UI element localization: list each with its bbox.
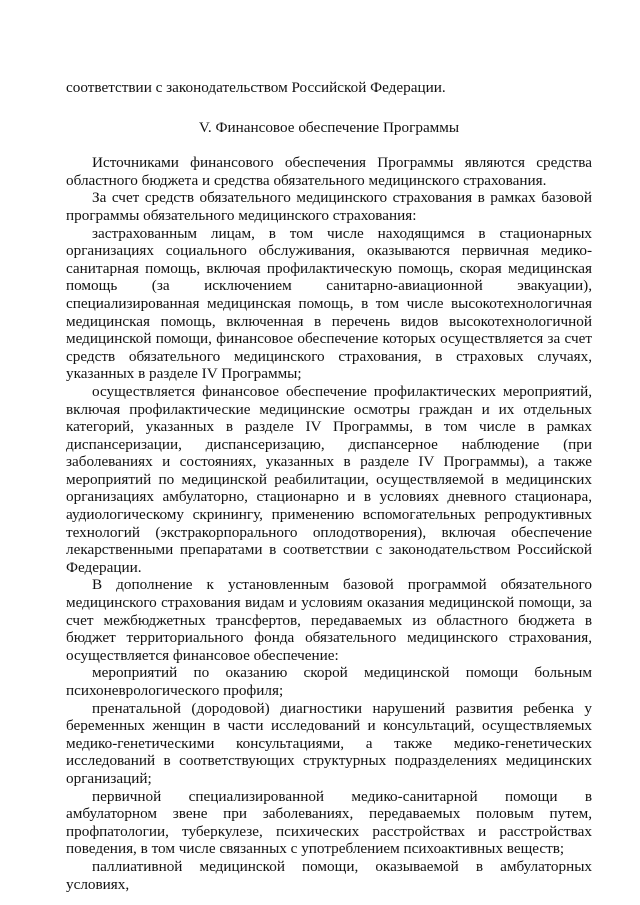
paragraph-5: В дополнение к установленным базовой программой обязательного медицинского страхования видам и условиям оказания медицинской помощи, за счет межбюджетных трансфертов, передаваемых из областного бюджета в бюджет территориального фонда обязательного медицинского страхования, осуществляется финансовое обеспечение: bbox=[66, 576, 592, 664]
continuation-line: соответствии с законодательством Российской Федерации. bbox=[66, 79, 446, 96]
paragraph-8: первичной специализированной медико-санитарной помощи в амбулаторном звене при заболеваниях, передаваемых половым путем, профпатологии, туберкулезе, психических расстройствах и расстройствах поведения, в том числе связанных с употреблением психоактивных веществ; bbox=[66, 787, 592, 858]
paragraph-6: мероприятий по оказанию скорой медицинской помощи больным психоневрологического профиля; bbox=[66, 664, 592, 699]
paragraph-2: За счет средств обязательного медицинского страхования в рамках базовой программы обязательного медицинского страхования: bbox=[66, 189, 592, 224]
paragraph-1: Источниками финансового обеспечения Программы являются средства областного бюджета и средства обязательного медицинского страхования. bbox=[66, 154, 592, 189]
paragraph-4: осуществляется финансовое обеспечение профилактических мероприятий, включая профилактические медицинские осмотры граждан и их отдельных категорий, указанных в разделе IV Программы, в том числе в рамках диспансеризации, диспансеризацию, диспансерное наблюдение (при заболеваниях и состояниях, указанных в разделе IV Программы), а также мероприятий по медицинской реабилитации, осуществляемой в медицинских организациях амбулаторно, стационарно и в условиях дневного стационара, аудиологическому скринингу, применению вспомогательных репродуктивных технологий (экстракорпорального оплодотворения), включая обеспечение лекарственными препаратами в соответствии с законодательством Российской Федерации. bbox=[66, 382, 592, 576]
paragraph-7: пренатальной (дородовой) диагностики нарушений развития ребенка у беременных женщин в части исследований и консультаций, осуществляемых медико-генетическими консультациями, а также медико-генетических исследований в соответствующих структурных подразделениях медицинских организаций; bbox=[66, 699, 592, 787]
document-page bbox=[66, 79, 592, 893]
section-heading: V. Финансовое обеспечение Программы bbox=[198, 118, 460, 136]
paragraph-3: застрахованным лицам, в том числе находящимся в стационарных организациях социального обслуживания, оказываются первичная медико-санитарная помощь, включая профилактическую помощь, скорая медицинская помощь (за исключением санитарно-авиационной эвакуации), специализированная медицинская помощь, в том числе высокотехнологичная медицинская помощь, включенная в перечень видов высокотехнологичной медицинской помощи, финансовое обеспечение которых осуществляется за счет средств обязательного медицинского страхования, в страховых случаях, указанных в разделе IV Программы; bbox=[66, 224, 592, 383]
paragraph-9: паллиативной медицинской помощи, оказываемой в амбулаторных условиях, bbox=[66, 857, 592, 893]
